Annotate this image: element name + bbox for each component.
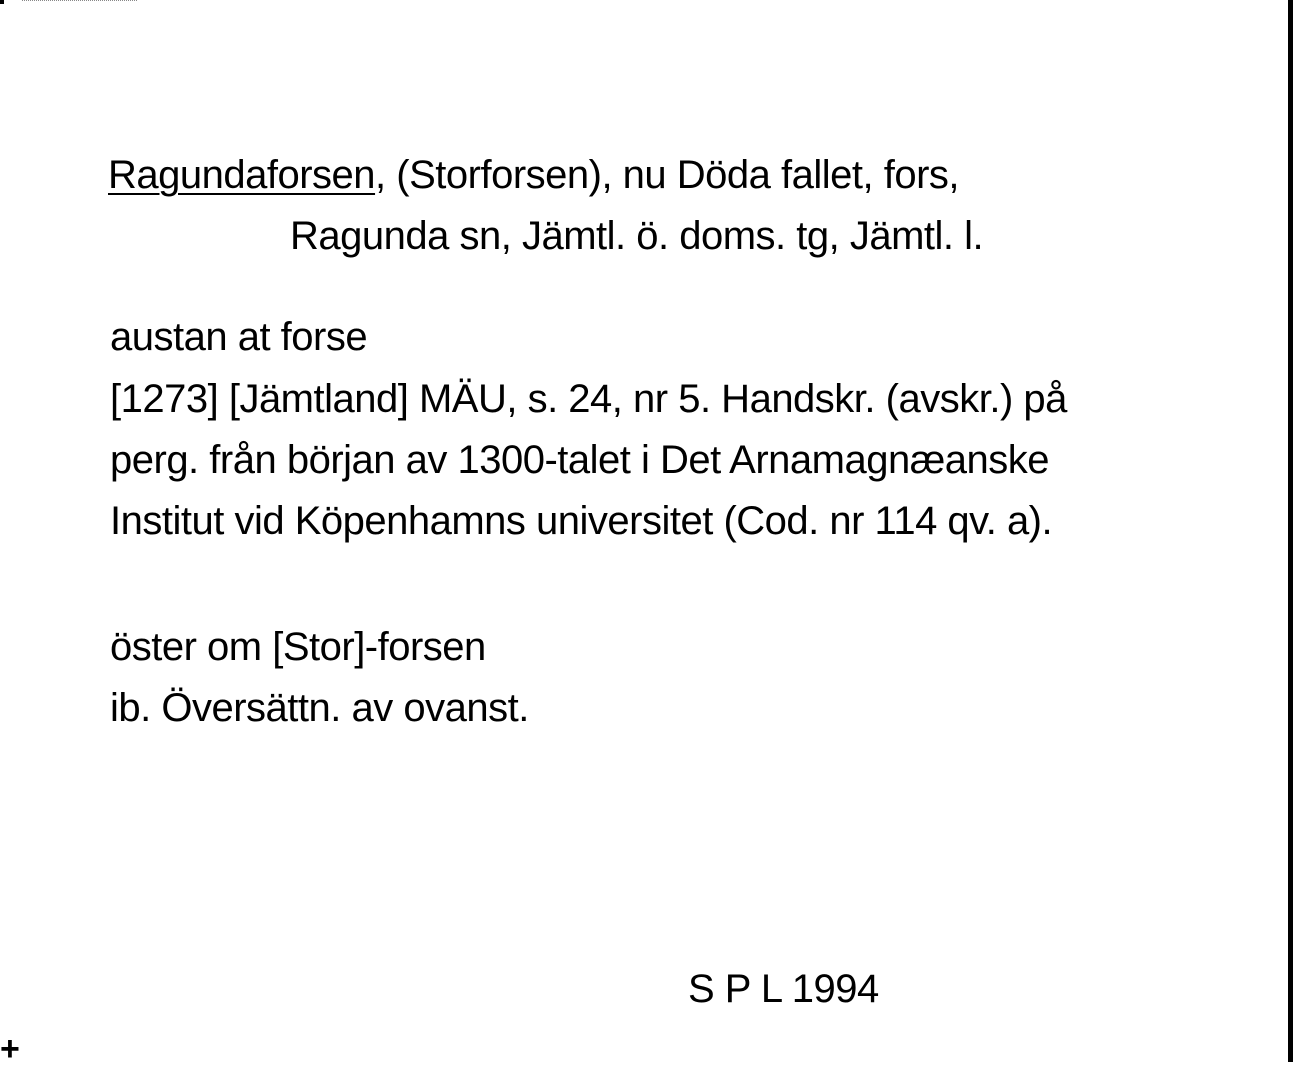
corner-plus-mark: +: [0, 1030, 20, 1068]
entry2-source: ib. Översättn. av ovanst.: [110, 686, 529, 730]
entry1-source-line-3: Institut vid Köpenhamns universitet (Cod. nr 114 qv. a).: [110, 499, 1053, 543]
entry1-source-line-1: [1273] [Jämtland] MÄU, s. 24, nr 5. Handskr. (avskr.) på: [110, 377, 1067, 421]
entry1-form: austan at forse: [110, 315, 368, 359]
card-heading-line-2: Ragunda sn, Jämtl. ö. doms. tg, Jämtl. l.: [290, 214, 984, 258]
card-right-edge: [1288, 0, 1293, 1062]
entry1-source-line-2: perg. från början av 1300-talet i Det Arnamagnæanske: [110, 438, 1050, 482]
scan-edge-mark: [22, 0, 137, 2]
scan-speck: [0, 0, 4, 4]
card-heading-line-1: [108, 151, 959, 199]
headword: Ragundaforsen: [108, 153, 376, 197]
entry2-form: öster om [Stor]-forsen: [110, 625, 486, 669]
signature: S P L 1994: [688, 967, 879, 1011]
heading-rest: , (Storforsen), nu Döda fallet, fors,: [375, 153, 960, 197]
